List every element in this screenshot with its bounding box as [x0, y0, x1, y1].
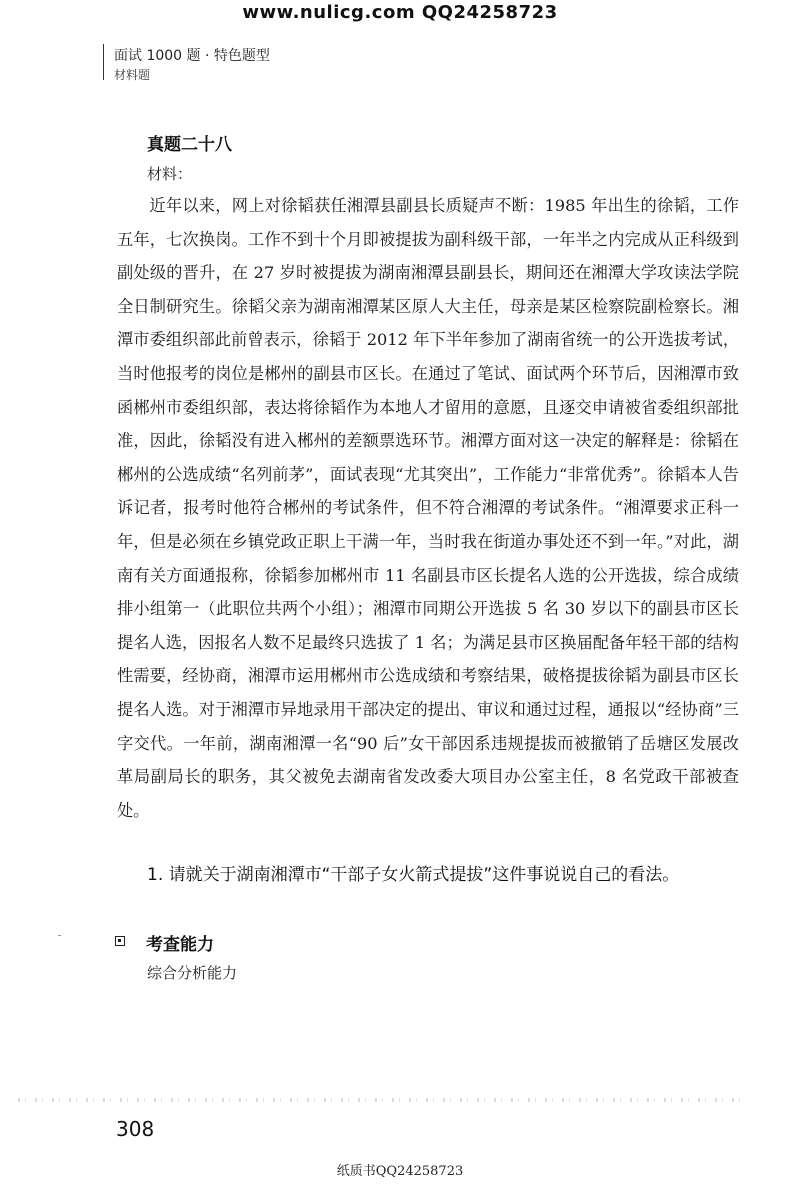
checkbox-icon — [115, 936, 125, 946]
bottom-watermark: 纸质书QQ24258723 — [336, 1164, 464, 1179]
top-watermark: www.nulicg.com QQ24258723 — [242, 2, 558, 23]
running-header-subtitle: 材料题 — [114, 68, 151, 82]
question-text: 1. 请就关于湖南湘潭市“干部子女火箭式提拔”这件事说说自己的看法。 — [147, 865, 680, 885]
ability-value: 综合分析能力 — [147, 964, 238, 982]
scan-speck — [58, 935, 61, 936]
material-label: 材料： — [147, 165, 193, 183]
section-title: 真题二十八 — [147, 135, 232, 155]
ability-heading: 考查能力 — [146, 935, 214, 955]
header-divider — [103, 44, 104, 80]
scan-noise-line — [18, 1098, 748, 1102]
page-number: 308 — [116, 1117, 155, 1141]
running-header-title: 面试 1000 题 · 特色题型 — [114, 48, 270, 64]
material-paragraph: 近年以来，网上对徐韬获任湘潭县副县长质疑声不断：1985 年出生的徐韬，工作五年，七次换岗。工作不到十个月即被提拔为副科级干部，一年半之内完成从正科级到副处级的晋升，在 27 岁时被提拔为湖南湘潭县副县长，期间还在湘潭大学攻读法学院全日制研究生。徐韬父亲为湖南湘潭某区原人大主任，母亲是某区检察院副检察长。湘潭市委组织部此前曾表示，徐韬于 2012 年下半年参加了湖南省统一的公开选拔考试，当时他报考的岗位是郴州的副县市区长。在通过了笔试、面试两个环节后，因湘潭市致函郴州市委组织部，表达将徐韬作为本地人才留用的意愿，且逐交申请被省委组织部批准，因此，徐韬没有进入郴州的差额票选环节。湘潭方面对这一决定的解释是：徐韬在郴州的公选成绩“名列前茅”，面试表现“尤其突出”，工作能力“非常优秀”。徐韬本人告诉记者，报考时他符合郴州的考试条件，但不符合湘潭的考试条件。“湘潭要求正科一年，但是必须在乡镇党政正职上干满一年，当时我在街道办事处还不到一年。”对此，湖南有关方面通报称，徐韬参加郴州市 11 名副县市区长提名人选的公开选拔，综合成绩排小组第一（此职位共两个小组）；湘潭市同期公开选拔 5 名 30 岁以下的副县市区长提名人选，因报名人数不足最终只选拔了 1 名；为满足县市区换届配备年轻干部的结构性需要，经协商，湘潭市运用郴州市公选成绩和考察结果，破格提拔徐韬为副县市区长提名人选。对于湘潭市异地录用干部决定的提出、审议和通过过程，通报以“经协商”三字交代。一年前，湖南湘潭一名“90 后”女干部因系违规提拔而被撤销了岳塘区发展改革局副局长的职务，其父被免去湖南省发改委大项目办公室主任，8 名党政干部被查处。 — [117, 196, 739, 820]
